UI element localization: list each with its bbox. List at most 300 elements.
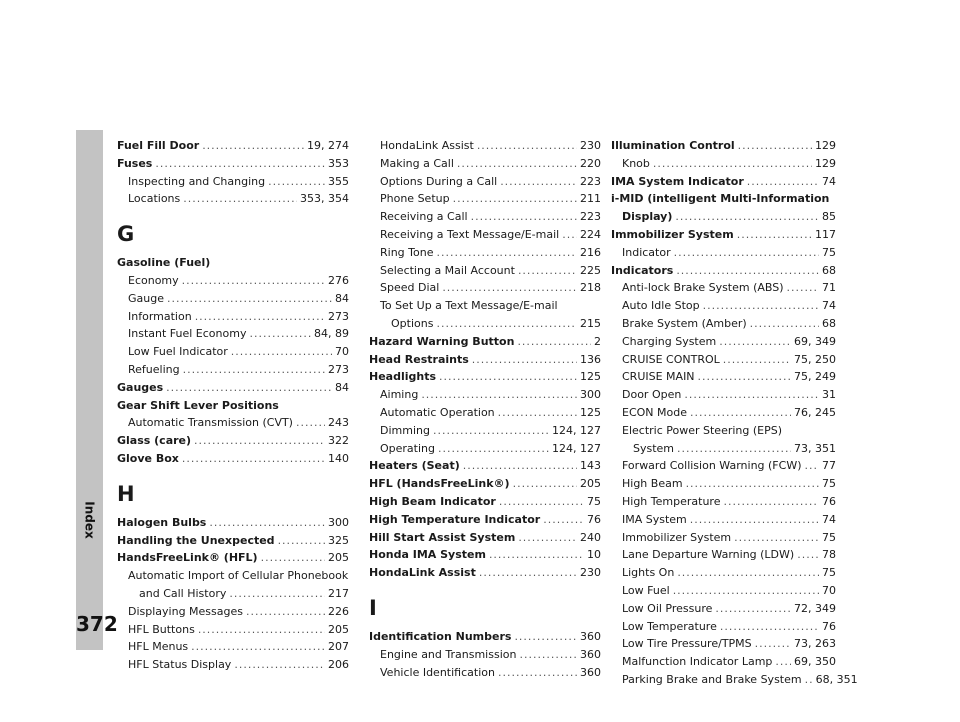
dot-leader	[653, 155, 812, 173]
dot-leader	[720, 618, 819, 636]
entry-label: Making a Call	[380, 156, 454, 170]
entry-label: HFL Buttons	[128, 622, 195, 636]
page-number: 372	[76, 612, 118, 636]
dot-leader	[194, 432, 325, 450]
dot-leader	[690, 404, 791, 422]
entry-label: Halogen Bulbs	[117, 515, 207, 529]
dot-leader	[209, 514, 325, 532]
dot-leader	[167, 290, 332, 308]
index-entry	[117, 254, 349, 272]
entry-label: Head Restraints	[369, 352, 469, 366]
index-subentry	[611, 386, 836, 404]
dot-leader	[246, 603, 325, 621]
dot-leader	[686, 475, 819, 493]
entry-label: Glass (care)	[117, 434, 192, 448]
entry-label: HondaLink Assist	[369, 566, 476, 580]
index-entry	[611, 190, 836, 208]
entry-label: Malfunction Indicator Lamp	[622, 655, 773, 669]
entry-label: Receiving a Text Message/E-mail	[380, 227, 560, 241]
index-subentry	[369, 173, 601, 191]
dot-leader	[500, 173, 577, 191]
entry-label: Inspecting and Changing	[128, 174, 266, 188]
index-subentry	[117, 585, 349, 603]
entry-label: HFL Status Display	[128, 658, 232, 672]
dot-leader	[797, 546, 819, 564]
dot-leader	[676, 262, 819, 280]
entry-label: Speed Dial	[380, 281, 440, 295]
dot-leader	[805, 671, 813, 689]
entry-label: IMA System Indicator	[611, 174, 744, 188]
index-subentry	[611, 564, 836, 582]
index-subentry	[369, 190, 601, 208]
entry-label: HandsFreeLink® (HFL)	[117, 551, 258, 565]
dot-leader	[433, 422, 549, 440]
index-entry	[369, 529, 601, 547]
page-reference: 223	[580, 210, 601, 224]
dot-leader	[677, 440, 791, 458]
index-subentry	[611, 529, 836, 547]
page-reference: 71	[822, 281, 836, 295]
page-reference: 73, 351	[794, 441, 836, 455]
entry-label: Heaters (Seat)	[369, 459, 460, 473]
page-reference: 73, 263	[794, 637, 836, 651]
index-subentry	[117, 603, 349, 621]
index-entry	[369, 511, 601, 529]
page-reference: 215	[580, 316, 601, 330]
index-subentry	[611, 653, 836, 671]
dot-leader	[738, 137, 812, 155]
dot-leader	[421, 386, 577, 404]
index-subentry	[369, 262, 601, 280]
index-subentry	[369, 664, 601, 682]
index-subentry	[611, 618, 836, 636]
entry-label: Headlights	[369, 370, 437, 384]
index-entry	[369, 333, 601, 351]
page-reference: 124, 127	[552, 423, 601, 437]
page-reference: 75, 250	[794, 352, 836, 366]
entry-label: Low Fuel	[622, 583, 670, 597]
index-column-3	[611, 137, 858, 689]
index-entry	[117, 450, 349, 468]
index-subentry	[369, 297, 601, 315]
dot-leader	[518, 262, 577, 280]
entry-label: Glove Box	[117, 451, 179, 465]
entry-label: Parking Brake and Brake System	[622, 672, 802, 686]
entry-label: Refueling	[128, 362, 180, 376]
entry-label: Display)	[622, 210, 673, 224]
page-reference: 276	[328, 273, 349, 287]
index-entry	[117, 532, 349, 550]
dot-leader	[514, 628, 577, 646]
page-reference: 224	[580, 227, 601, 241]
index-subentry	[611, 582, 836, 600]
entry-label: HondaLink Assist	[380, 139, 474, 152]
dot-leader	[202, 137, 304, 155]
dot-leader	[562, 226, 577, 244]
section-letter: I	[369, 595, 377, 620]
dot-leader	[463, 457, 577, 475]
index-entry	[117, 379, 349, 397]
page-reference: 140	[328, 451, 349, 465]
page-reference: 75	[822, 530, 836, 544]
page-reference: 273	[328, 309, 349, 323]
entry-label: Ring Tone	[380, 245, 434, 259]
index-entry	[369, 564, 601, 582]
index-subentry	[611, 493, 836, 511]
index-subentry	[117, 308, 349, 326]
dot-leader	[517, 333, 591, 351]
entry-label: Brake System (Amber)	[622, 316, 747, 330]
dot-leader	[198, 621, 325, 639]
page-reference: 76	[822, 494, 836, 508]
page-reference: 125	[580, 370, 601, 384]
entry-label: Identification Numbers	[369, 629, 512, 643]
index-subentry	[369, 422, 601, 440]
index-subentry	[611, 351, 836, 369]
dot-leader	[182, 272, 325, 290]
index-subentry	[611, 404, 836, 422]
page-reference: 129	[815, 156, 836, 170]
entry-label: Low Fuel Indicator	[128, 345, 228, 359]
entry-label: Gasoline (Fuel)	[117, 256, 211, 270]
index-subentry	[369, 279, 601, 297]
dot-leader	[715, 600, 791, 618]
entry-label: Indicators	[611, 263, 674, 277]
index-subentry	[611, 440, 836, 458]
index-entry	[117, 155, 349, 173]
entry-label: Fuel Fill Door	[117, 139, 200, 152]
dot-leader	[787, 279, 819, 297]
page-reference: 68	[822, 263, 836, 277]
entry-label: Options	[391, 316, 434, 330]
index-subentry	[369, 208, 601, 226]
dot-leader	[677, 564, 819, 582]
page-reference: 74	[822, 299, 836, 313]
page-reference: 70	[822, 583, 836, 597]
index-subentry	[611, 600, 836, 618]
entry-label: Low Temperature	[622, 619, 717, 633]
entry-label: Honda IMA System	[369, 548, 486, 562]
index-subentry	[117, 290, 349, 308]
dot-leader	[249, 325, 311, 343]
page-reference: 125	[580, 405, 601, 419]
page-reference: 85	[822, 210, 836, 224]
entry-label: Dimming	[380, 423, 430, 437]
dot-leader	[183, 190, 297, 208]
entry-label: Options During a Call	[380, 174, 498, 188]
page-reference: 84	[335, 291, 349, 305]
page-reference: 117	[815, 227, 836, 241]
page-reference: 68, 351	[815, 672, 858, 686]
index-side-tab-label-box	[76, 500, 103, 540]
page-reference: 76, 245	[794, 405, 836, 419]
index-subentry	[611, 279, 836, 297]
page-reference: 223	[580, 174, 601, 188]
index-subentry	[369, 137, 601, 155]
index-entry	[369, 351, 601, 369]
dot-leader	[737, 226, 812, 244]
entry-label: High Beam	[622, 477, 683, 491]
entry-label: IMA System	[622, 512, 687, 526]
dot-leader	[723, 493, 819, 511]
page-reference: 211	[580, 192, 601, 206]
index-subentry	[369, 404, 601, 422]
page-reference: 68	[822, 316, 836, 330]
page-reference: 19, 274	[307, 139, 349, 152]
dot-leader	[703, 297, 819, 315]
page-reference: 84, 89	[314, 327, 349, 341]
page-reference: 76	[587, 512, 601, 526]
index-entry	[611, 208, 836, 226]
page-reference: 243	[328, 416, 349, 430]
index-column-2	[369, 137, 601, 681]
dot-leader	[734, 529, 819, 547]
entry-label: HFL (HandsFreeLink®)	[369, 477, 510, 491]
index-subentry	[117, 638, 349, 656]
entry-label: and Call History	[139, 586, 227, 600]
index-subentry	[611, 457, 836, 475]
index-subentry	[369, 386, 601, 404]
dot-leader	[296, 414, 325, 432]
dot-leader	[690, 511, 819, 529]
page-reference: 75, 249	[794, 370, 836, 384]
entry-label: System	[633, 441, 675, 455]
page-reference: 216	[580, 245, 601, 259]
index-subentry	[369, 646, 601, 664]
dot-leader	[489, 546, 584, 564]
page-reference: 225	[580, 263, 601, 277]
page-reference: 325	[328, 533, 349, 547]
dot-leader	[457, 155, 577, 173]
dot-leader	[155, 155, 325, 173]
page-reference: 220	[580, 156, 601, 170]
entry-label: High Temperature	[622, 494, 721, 508]
index-subentry	[611, 546, 836, 564]
index-subentry	[117, 343, 349, 361]
index-subentry	[117, 656, 349, 674]
dot-leader	[513, 475, 577, 493]
dot-leader	[750, 315, 819, 333]
entry-label: HFL Menus	[128, 640, 189, 654]
index-entry	[117, 397, 349, 415]
index-subentry	[117, 361, 349, 379]
dot-leader	[453, 190, 577, 208]
index-entry	[369, 628, 601, 646]
index-entry	[369, 368, 601, 386]
entry-label: High Beam Indicator	[369, 494, 496, 508]
entry-label: Locations	[128, 192, 181, 206]
index-entry	[611, 173, 836, 191]
entry-label: Electric Power Steering (EPS)	[622, 423, 783, 437]
page-reference: 2	[594, 334, 601, 348]
entry-label: Phone Setup	[380, 192, 450, 206]
entry-label: Information	[128, 309, 192, 323]
entry-label: Automatic Operation	[380, 405, 495, 419]
dot-leader	[805, 457, 820, 475]
entry-label: Receiving a Call	[380, 210, 468, 224]
dot-leader	[674, 244, 819, 262]
index-subentry	[369, 226, 601, 244]
dot-leader	[723, 351, 791, 369]
side-tab-label: Index	[82, 501, 97, 539]
page-reference: 300	[328, 515, 349, 529]
page-reference: 240	[580, 530, 601, 544]
entry-label: Immobilizer System	[622, 530, 732, 544]
page-reference: 143	[580, 459, 601, 473]
dot-leader	[673, 582, 819, 600]
page-reference: 72, 349	[794, 601, 836, 615]
index-subentry	[611, 155, 836, 173]
dot-leader	[229, 585, 325, 603]
section-letter: H	[117, 481, 135, 506]
dot-leader	[234, 656, 325, 674]
page-reference: 75	[822, 566, 836, 580]
entry-label: ECON Mode	[622, 405, 687, 419]
entry-label: Low Tire Pressure/TPMS	[622, 637, 752, 651]
index-subentry	[369, 155, 601, 173]
page-reference: 205	[328, 622, 349, 636]
index-entry	[369, 457, 601, 475]
page-reference: 74	[822, 512, 836, 526]
entry-label: Forward Collision Warning (FCW)	[622, 459, 802, 473]
page-reference: 322	[328, 434, 349, 448]
entry-label: Lane Departure Warning (LDW)	[622, 548, 795, 562]
dot-leader	[775, 653, 791, 671]
dot-leader	[747, 173, 819, 191]
entry-label: Charging System	[622, 334, 717, 348]
page-reference: 360	[580, 665, 601, 679]
dot-leader	[191, 638, 325, 656]
dot-leader	[231, 343, 332, 361]
page-reference: 205	[328, 551, 349, 565]
page-reference: 124, 127	[552, 441, 601, 455]
entry-label: Lights On	[622, 566, 675, 580]
entry-label: Fuses	[117, 156, 153, 170]
dot-leader	[183, 361, 325, 379]
entry-label: Operating	[380, 441, 435, 455]
index-subentry	[611, 315, 836, 333]
page-reference: 360	[580, 647, 601, 661]
index-subentry	[611, 422, 836, 440]
entry-label: Aiming	[380, 388, 419, 402]
index-entry	[369, 493, 601, 511]
entry-label: Door Open	[622, 388, 682, 402]
dot-leader	[519, 646, 577, 664]
page-reference: 353	[328, 156, 349, 170]
entry-label: Automatic Transmission (CVT)	[128, 416, 293, 430]
dot-leader	[472, 351, 577, 369]
entry-label: Displaying Messages	[128, 604, 243, 618]
entry-label: Selecting a Mail Account	[380, 263, 515, 277]
dot-leader	[268, 173, 325, 191]
index-subentry	[611, 475, 836, 493]
page-reference: 218	[580, 281, 601, 295]
index-entry	[369, 475, 601, 493]
dot-leader	[195, 308, 325, 326]
entry-label: CRUISE MAIN	[622, 370, 695, 384]
page-reference: 10	[587, 548, 601, 562]
entry-label: Instant Fuel Economy	[128, 327, 247, 341]
dot-leader	[479, 564, 577, 582]
entry-label: High Temperature Indicator	[369, 512, 541, 526]
page-reference: 69, 350	[794, 655, 836, 669]
dot-leader	[438, 440, 549, 458]
entry-label: Gauge	[128, 291, 164, 305]
page-reference: 273	[328, 362, 349, 376]
entry-label: CRUISE CONTROL	[622, 352, 720, 366]
page-reference: 78	[822, 548, 836, 562]
index-side-tab	[76, 130, 103, 650]
page-reference: 217	[328, 586, 349, 600]
index-entry	[611, 226, 836, 244]
entry-label: Vehicle Identification	[380, 665, 495, 679]
entry-label: Anti-lock Brake System (ABS)	[622, 281, 784, 295]
index-entry	[117, 549, 349, 567]
dot-leader	[439, 368, 577, 386]
dot-leader	[518, 529, 577, 547]
page-reference: 84	[335, 380, 349, 394]
entry-label: Auto Idle Stop	[622, 299, 700, 313]
page-reference: 230	[580, 566, 601, 580]
index-subentry	[117, 190, 349, 208]
page-reference: 207	[328, 640, 349, 654]
entry-label: i-MID (intelligent Multi-Information	[611, 192, 830, 206]
entry-label: Hill Start Assist System	[369, 530, 516, 544]
page-reference: 300	[580, 388, 601, 402]
dot-leader	[166, 379, 332, 397]
page-reference: 230	[580, 139, 601, 152]
page-reference: 74	[822, 174, 836, 188]
page-reference: 206	[328, 658, 349, 672]
entry-label: Economy	[128, 273, 179, 287]
index-subentry	[369, 244, 601, 262]
page-reference: 355	[328, 174, 349, 188]
index-subentry	[369, 440, 601, 458]
index-subentry	[117, 567, 349, 585]
dot-leader	[499, 493, 584, 511]
dot-leader	[442, 279, 577, 297]
index-subentry	[117, 325, 349, 343]
entry-label: Handling the Unexpected	[117, 533, 275, 547]
index-subentry	[611, 333, 836, 351]
entry-label: Illumination Control	[611, 139, 735, 152]
dot-leader	[543, 511, 584, 529]
index-subentry	[611, 368, 836, 386]
section-letter: G	[117, 222, 135, 247]
page-reference: 353, 354	[300, 192, 349, 206]
page-reference: 75	[587, 494, 601, 508]
dot-leader	[498, 664, 577, 682]
index-subentry	[117, 272, 349, 290]
index-subentry	[611, 671, 858, 689]
page-reference: 76	[822, 619, 836, 633]
page-reference: 75	[822, 245, 836, 259]
dot-leader	[719, 333, 791, 351]
dot-leader	[182, 450, 325, 468]
index-subentry	[117, 621, 349, 639]
entry-label: Indicator	[622, 245, 671, 259]
dot-leader	[755, 635, 791, 653]
page-reference: 360	[580, 629, 601, 643]
page-reference: 129	[815, 139, 836, 152]
index-subentry	[117, 414, 349, 432]
index-entry	[611, 137, 836, 155]
page-reference: 226	[328, 604, 349, 618]
index-subentry	[611, 297, 836, 315]
entry-label: To Set Up a Text Message/E-mail	[380, 299, 558, 313]
dot-leader	[436, 244, 577, 262]
dot-leader	[698, 368, 791, 386]
